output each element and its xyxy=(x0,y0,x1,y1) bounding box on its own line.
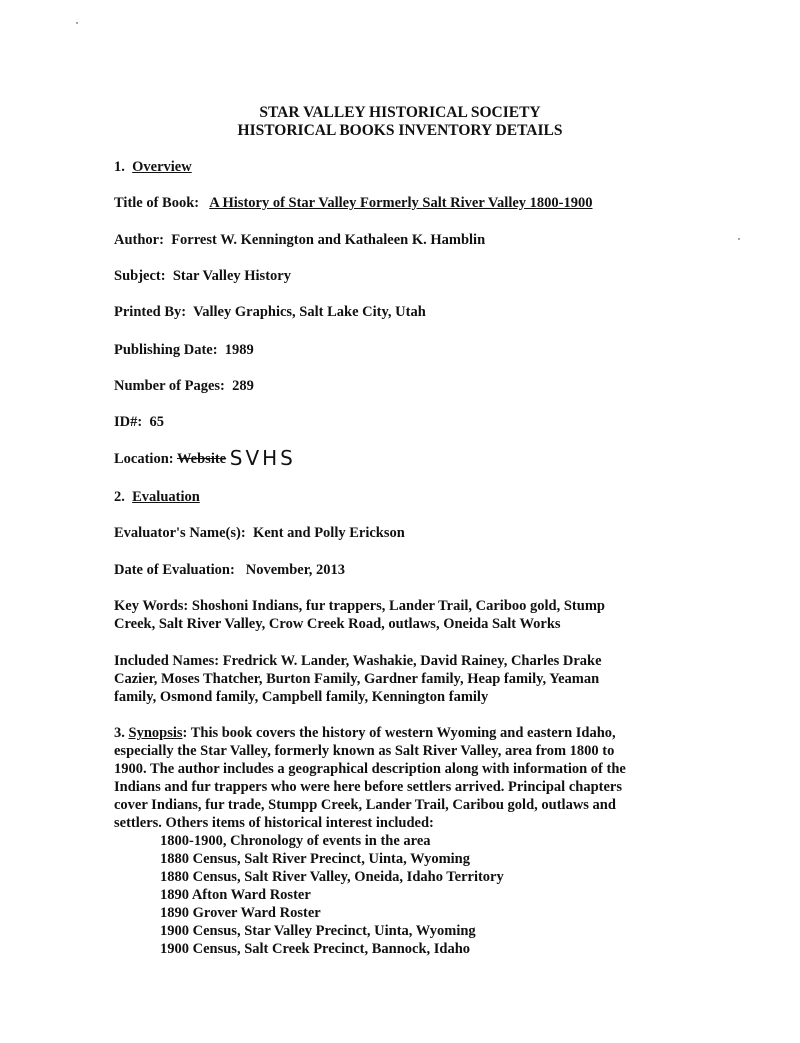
list-item: 1890 Afton Ward Roster xyxy=(160,887,311,903)
field-id xyxy=(114,413,164,431)
text-line: especially the Star Valley, formerly known as Salt River Valley, area from 1800 to xyxy=(114,743,615,759)
section-heading: Synopsis xyxy=(128,725,183,741)
field-author xyxy=(114,231,485,249)
field-publishing-date xyxy=(114,341,254,359)
handwritten-value: SVHS xyxy=(229,446,296,470)
field-label: Printed By: xyxy=(114,304,187,320)
list-item: 1880 Census, Salt River Precinct, Uinta, Wyoming xyxy=(160,851,471,867)
field-label: Subject: xyxy=(114,268,166,284)
text-line: Indians and fur trappers who were here before settlers arrived. Principal chapters xyxy=(114,779,622,795)
section-synopsis xyxy=(114,724,694,958)
field-value: 65 xyxy=(149,414,164,430)
list-item: 1900 Census, Salt Creek Precinct, Bannock, Idaho xyxy=(160,941,471,957)
field-label: Author: xyxy=(114,232,164,248)
text-line: Key Words: Shoshoni Indians, fur trappers, Lander Trail, Cariboo gold, Stump xyxy=(114,598,605,614)
struck-value: Website xyxy=(176,451,227,467)
text-line: Cazier, Moses Thatcher, Burton Family, Gardner family, Heap family, Yeaman xyxy=(114,671,600,687)
field-value: November, 2013 xyxy=(245,562,346,578)
field-value: Valley Graphics, Salt Lake City, Utah xyxy=(193,304,426,320)
text-line: Included Names: Fredrick W. Lander, Washakie, David Rainey, Charles Drake xyxy=(114,653,602,669)
field-number-of-pages xyxy=(114,377,254,395)
field-location xyxy=(114,447,296,468)
field-label: Evaluator's Name(s): xyxy=(114,525,246,541)
synopsis-first-line: 3. Synopsis: This book covers the history of western Wyoming and eastern Idaho, xyxy=(114,725,616,741)
field-evaluation-date xyxy=(114,561,345,579)
list-item: 1800-1900, Chronology of events in the area xyxy=(160,833,431,849)
doc-title-line2: HISTORICAL BOOKS INVENTORY DETAILS xyxy=(237,122,563,139)
field-label: Publishing Date: xyxy=(114,342,218,358)
field-value: A History of Star Valley Formerly Salt River Valley 1800-1900 xyxy=(209,195,593,211)
field-label: Title of Book: xyxy=(114,195,200,211)
field-title xyxy=(114,194,592,212)
field-evaluator xyxy=(114,524,405,542)
field-printed-by xyxy=(114,303,426,321)
scan-speck xyxy=(738,238,740,240)
list-item: 1880 Census, Salt River Valley, Oneida, Idaho Territory xyxy=(160,869,504,885)
section-heading: Overview xyxy=(132,159,192,175)
field-label: Date of Evaluation: xyxy=(114,562,235,578)
field-value: Kent and Polly Erickson xyxy=(252,525,405,541)
section-heading: Evaluation xyxy=(132,489,200,505)
field-keywords xyxy=(114,597,694,633)
text-line: cover Indians, fur trade, Stumpp Creek, Lander Trail, Caribou gold, outlaws and xyxy=(114,797,616,813)
text-line: family, Osmond family, Campbell family, Kennington family xyxy=(114,689,489,705)
field-value: 289 xyxy=(232,378,254,394)
field-label: Number of Pages: xyxy=(114,378,225,394)
field-value: Star Valley History xyxy=(172,268,291,284)
text-line: settlers. Others items of historical interest included: xyxy=(114,815,434,831)
section-overview-heading: 1. Overview xyxy=(114,159,192,175)
list-item: 1890 Grover Ward Roster xyxy=(160,905,321,921)
field-included-names xyxy=(114,652,694,706)
scan-speck xyxy=(76,22,78,24)
list-item: 1900 Census, Star Valley Precinct, Uinta, Wyoming xyxy=(160,923,476,939)
section-evaluation-heading: 2. Evaluation xyxy=(114,489,200,505)
text-line: 1900. The author includes a geographical description along with information of the xyxy=(114,761,626,777)
field-value: Forrest W. Kennington and Kathaleen K. Hamblin xyxy=(171,232,486,248)
text-line: Creek, Salt River Valley, Crow Creek Road, outlaws, Oneida Salt Works xyxy=(114,616,561,632)
field-value: 1989 xyxy=(224,342,254,358)
field-label: ID#: xyxy=(114,414,143,430)
doc-title-line1: STAR VALLEY HISTORICAL SOCIETY xyxy=(259,104,541,121)
field-subject xyxy=(114,267,291,285)
field-label: Location: xyxy=(114,451,174,467)
